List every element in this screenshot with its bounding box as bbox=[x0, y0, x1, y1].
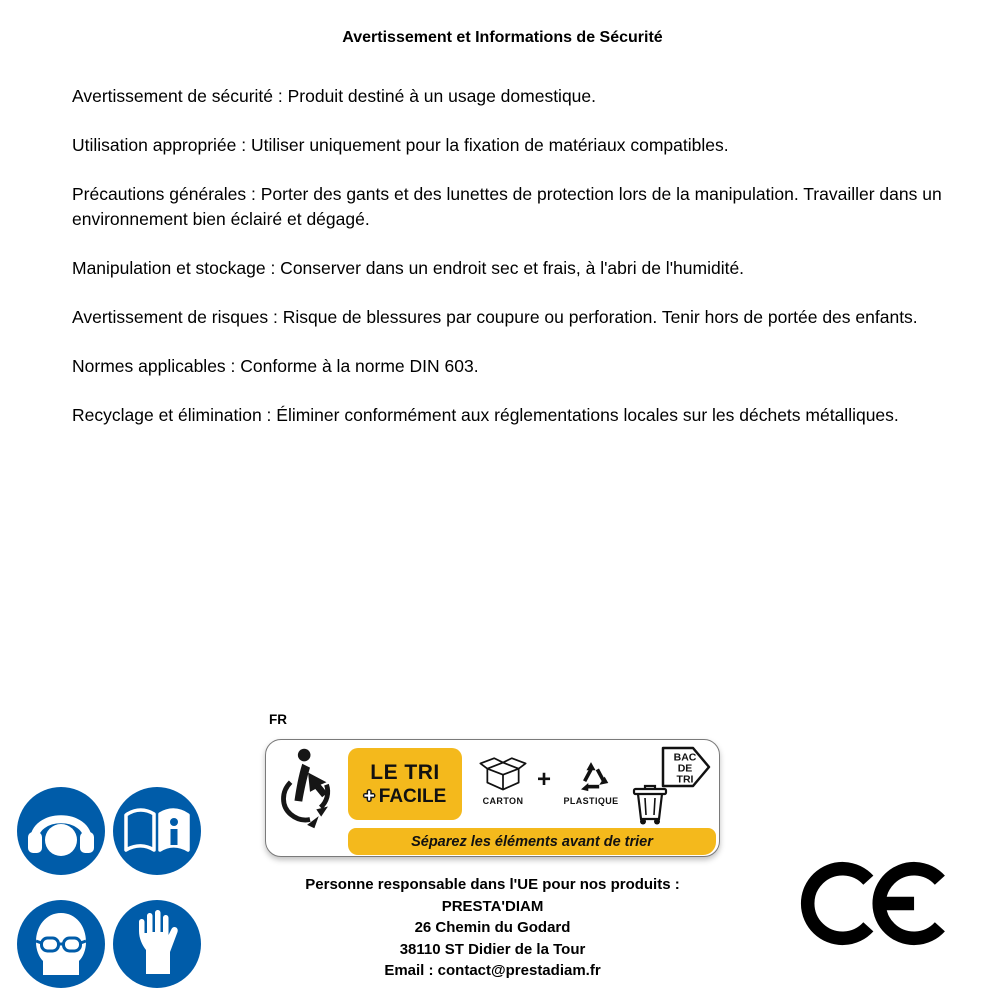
tri-badge-line1: LE TRI bbox=[370, 760, 440, 784]
wear-eye-protection-icon bbox=[17, 900, 105, 988]
tri-badge-line2-text: FACILE bbox=[378, 785, 447, 807]
paragraph-appropriate-use: Utilisation appropriée : Utiliser uniquement pour la fixation de matériaux compatibles. bbox=[72, 135, 729, 155]
country-code-label: FR bbox=[269, 712, 287, 727]
email-line: Email : contact@prestadiam.fr bbox=[384, 962, 601, 979]
plus-separator: + bbox=[537, 766, 552, 793]
plus-icon: + bbox=[363, 785, 375, 807]
sorting-bin-sign-icon bbox=[630, 745, 714, 825]
paragraph-risk-warning: Avertissement de risques : Risque de blessures par coupure ou perforation. Tenir hors de portée des enfants. bbox=[72, 307, 918, 327]
responsible-intro: Personne responsable dans l'UE pour nos produits : bbox=[305, 876, 680, 893]
mandatory-pictograms bbox=[17, 787, 201, 988]
wheelie-bin-icon bbox=[634, 786, 666, 825]
sorting-bin-sign bbox=[630, 745, 714, 825]
le-tri-facile-badge bbox=[348, 748, 462, 820]
bin-sign-line3: TRI bbox=[676, 773, 694, 786]
bin-sign-line1: BAC bbox=[673, 751, 697, 764]
carton-box-icon bbox=[476, 753, 530, 793]
wear-protective-gloves-icon bbox=[113, 900, 201, 988]
tri-badge-line2 bbox=[364, 786, 447, 808]
paragraph-standards: Normes applicables : Conforme à la norme DIN 603. bbox=[72, 356, 479, 376]
paragraph-recycling: Recyclage et élimination : Éliminer conformément aux réglementations locales sur les déchets métalliques. bbox=[72, 405, 899, 425]
material-carton-label: CARTON bbox=[482, 796, 524, 806]
material-plastique-label: PLASTIQUE bbox=[563, 796, 619, 806]
read-instruction-manual-icon bbox=[113, 787, 201, 875]
bin-sign-line2: DE bbox=[677, 762, 693, 775]
wear-ear-protection-icon bbox=[17, 787, 105, 875]
paragraph-general-precautions: Précautions générales : Porter des gants et des lunettes de protection lors de la manipulation. Travailler dans un environnement bien éclairé et dégagé. bbox=[72, 184, 942, 229]
sorting-banner: Séparez les éléments avant de trier bbox=[348, 828, 716, 855]
company-name: PRESTA'DIAM bbox=[441, 897, 544, 915]
paragraph-security-warning: Avertissement de sécurité : Produit destiné à un usage domestique. bbox=[72, 86, 597, 106]
material-carton bbox=[470, 753, 536, 806]
material-plastique bbox=[558, 753, 624, 806]
recycling-sorting-label bbox=[265, 739, 720, 857]
safety-paragraphs bbox=[72, 84, 965, 452]
address-line2: 38110 ST Didier de la Tour bbox=[399, 940, 586, 958]
triman-icon bbox=[278, 747, 342, 831]
paragraph-handling-storage: Manipulation et stockage : Conserver dans un endroit sec et frais, à l'abri de l'humidité. bbox=[72, 258, 745, 278]
page-title: Avertissement et Informations de Sécurité bbox=[342, 29, 663, 46]
ce-mark-icon bbox=[800, 851, 945, 956]
recycling-arrows-icon bbox=[568, 753, 614, 793]
responsible-person-block bbox=[265, 874, 720, 982]
address-line1: 26 Chemin du Godard bbox=[414, 919, 571, 936]
